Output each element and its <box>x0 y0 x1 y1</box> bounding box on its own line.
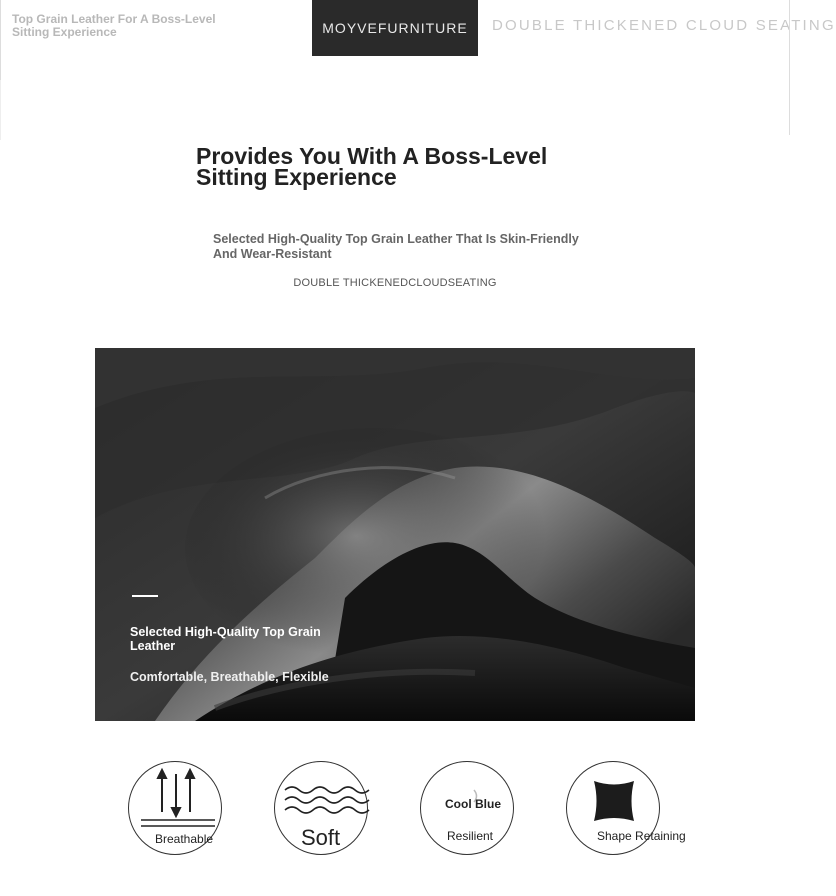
caption-dash <box>132 595 158 597</box>
feature-label: Soft <box>301 825 341 850</box>
feature-label-cool: Cool Blue <box>445 797 501 811</box>
page-subheadline: Selected High-Quality Top Grain Leather That Is Skin-Friendly And Wear-Resistant <box>213 232 579 261</box>
intro-slogan: DOUBLE THICKENEDCLOUDSEATING <box>293 277 497 289</box>
leather-photo <box>95 348 695 721</box>
photo-caption-title: Selected High-Quality Top Grain Leather <box>130 625 321 653</box>
feature-soft <box>274 761 368 855</box>
brand-logo: MOYVEFURNITURE <box>312 0 478 56</box>
header-tagline-panel <box>0 0 301 80</box>
feature-label: Shape Retaining <box>597 829 686 843</box>
photo-caption-subtitle: Comfortable, Breathable, Flexible <box>130 670 329 684</box>
header-tagline: Top Grain Leather For A Boss-Level Sitting Experience <box>12 12 216 39</box>
feature-resilient <box>420 761 514 855</box>
page-headline: Provides You With A Boss-Level Sitting Experience <box>196 143 548 190</box>
right-divider <box>789 0 790 135</box>
feature-label: Breathable <box>155 832 214 846</box>
feature-breathable <box>128 761 222 855</box>
feature-shape-retaining <box>566 761 686 855</box>
leather-texture-image <box>95 348 695 721</box>
left-divider <box>0 80 1 140</box>
header-slogan: DOUBLE THICKENED CLOUD SEATING <box>492 17 836 34</box>
feature-label: Resilient <box>447 829 494 843</box>
